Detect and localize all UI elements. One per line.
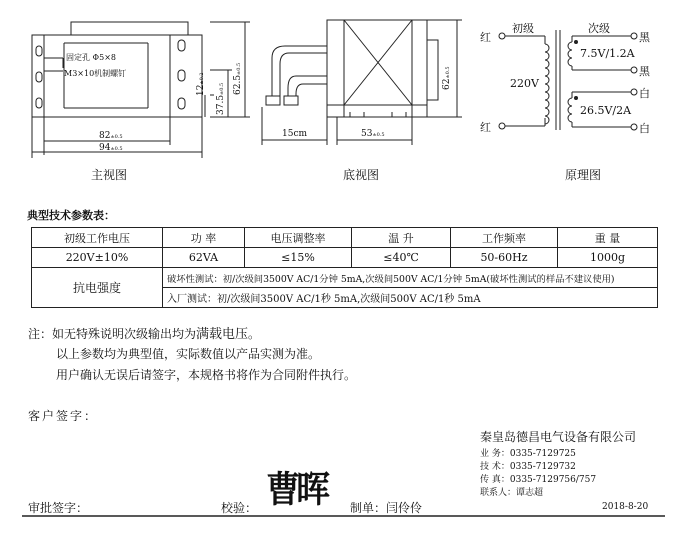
company-tech: 技 术：0335-7129732 bbox=[480, 462, 576, 472]
main-view-bolt-label: M3×10机制螺钉 bbox=[64, 69, 127, 78]
main-view-dim-37: 37.5±0.5 bbox=[216, 82, 226, 115]
spec-value-cell: ≤40℃ bbox=[352, 248, 451, 268]
spec-header-cell: 功 率 bbox=[163, 228, 245, 248]
main-view-dim-62: 62.5±0.5 bbox=[233, 62, 243, 95]
company-sales: 业 务：0335-7129725 bbox=[480, 449, 576, 459]
spec-header-cell: 电压调整率 bbox=[245, 228, 352, 248]
bottom-view-dim-62: 62±0.5 bbox=[442, 66, 452, 90]
spec-hipot-row bbox=[32, 268, 658, 288]
company-contact: 联系人：谭志超 bbox=[480, 488, 544, 498]
bottom-view-dim-53: 53±0.5 bbox=[361, 129, 385, 139]
spec-header-cell: 工作频率 bbox=[451, 228, 558, 248]
spec-header-cell: 初级工作电压 bbox=[32, 228, 163, 248]
spec-header-cell: 重 量 bbox=[558, 228, 658, 248]
schematic-secondary-label: 次级 bbox=[588, 22, 610, 35]
approve-label: 审批签字： bbox=[28, 501, 89, 515]
spec-value-cell: 1000g bbox=[558, 248, 658, 268]
note-3: 用户确认无误后请签字，本规格书将作为合同附件执行。 bbox=[56, 368, 357, 382]
customer-sign-label: 客户签字： bbox=[28, 409, 99, 423]
spec-hipot-destructive: 破坏性测试：初/次级间3500V AC/1分钟 5mA,次级间500V AC/1分钟 5mA(破坏性测试的样品不建议使用) bbox=[163, 268, 658, 288]
spec-value-row bbox=[32, 248, 658, 268]
spec-header-cell: 温 升 bbox=[352, 228, 451, 248]
bottom-view-dim-15: 15cm bbox=[282, 129, 308, 139]
schematic-primary-label: 初级 bbox=[512, 22, 534, 35]
spec-header-row bbox=[32, 228, 658, 248]
spec-value-cell: 50-60Hz bbox=[451, 248, 558, 268]
maker-label: 制单：闫伶伶 bbox=[350, 501, 423, 515]
schematic-black-2: 黑 bbox=[639, 65, 650, 78]
main-view-dim-82: 82±0.5 bbox=[99, 131, 123, 141]
schematic-red-bottom: 红 bbox=[480, 121, 491, 134]
spec-value-cell: 62VA bbox=[163, 248, 245, 268]
check-signature: 曹晖 bbox=[266, 469, 326, 512]
spec-heading: 典型技术参数表： bbox=[27, 209, 115, 222]
spec-value-cell: 220V±10% bbox=[32, 248, 163, 268]
main-view-hole-label: 固定孔 Φ5×8 bbox=[66, 53, 116, 62]
check-label: 校验： bbox=[221, 501, 258, 515]
bottom-view-caption: 底视图 bbox=[343, 168, 380, 182]
schematic-black-1: 黑 bbox=[639, 31, 650, 44]
main-view-dim-94: 94±0.5 bbox=[99, 143, 123, 153]
schematic-sec2-rating: 26.5V/2A bbox=[580, 104, 632, 117]
spec-value-cell: ≤15% bbox=[245, 248, 352, 268]
spec-hipot-incoming: 入厂测试：初/次级间3500V AC/1秒 5mA,次级间500V AC/1秒 5mA bbox=[163, 288, 658, 308]
main-view-dim-12: 12±0.2 bbox=[196, 72, 206, 96]
schematic-caption: 原理图 bbox=[565, 168, 602, 182]
document-date: 2018-8-20 bbox=[602, 502, 649, 512]
note-2: 以上参数均为典型值，实际数值以产品实测为准。 bbox=[56, 347, 321, 361]
note-1: 注：如无特殊说明次级输出均为满载电压。 bbox=[28, 327, 261, 342]
schematic-white-1: 白 bbox=[639, 87, 650, 100]
schematic-white-2: 白 bbox=[639, 122, 650, 135]
company-fax: 传 真：0335-7129756/757 bbox=[480, 475, 597, 485]
schematic-sec1-rating: 7.5V/1.2A bbox=[580, 47, 635, 60]
schematic-red-top: 红 bbox=[480, 31, 491, 44]
main-view-caption: 主视图 bbox=[91, 168, 128, 182]
schematic-primary-voltage: 220V bbox=[510, 77, 539, 90]
spec-table bbox=[31, 227, 658, 308]
company-name: 秦皇岛德昌电气设备有限公司 bbox=[480, 430, 637, 444]
spec-hipot-label: 抗电强度 bbox=[32, 268, 163, 308]
